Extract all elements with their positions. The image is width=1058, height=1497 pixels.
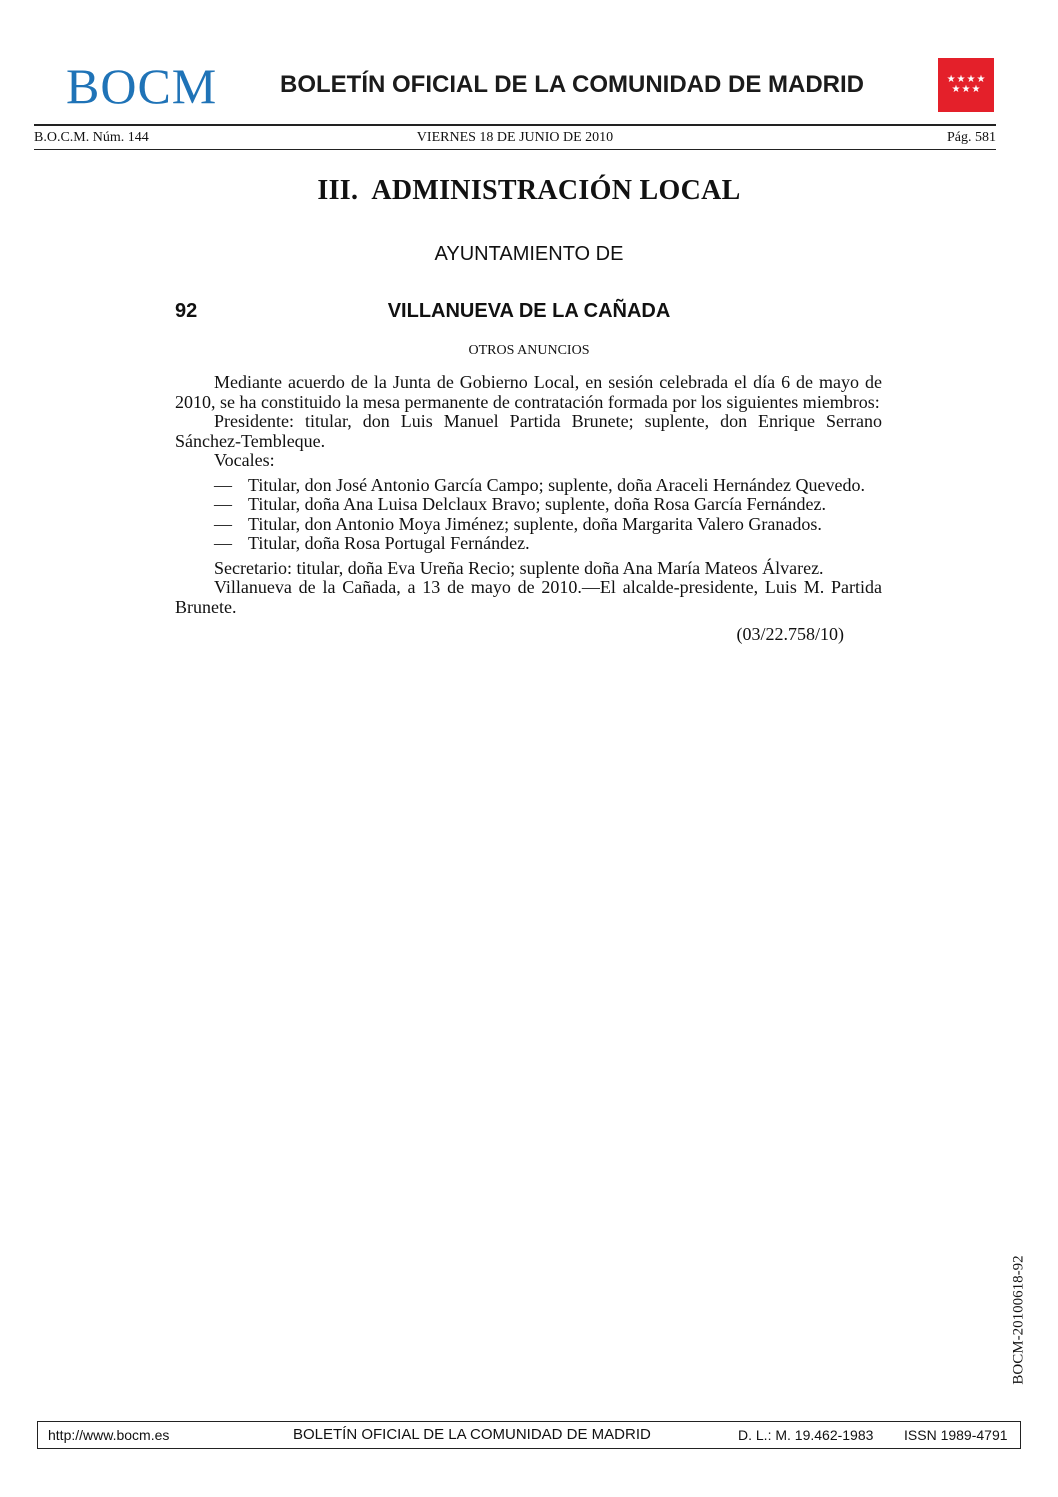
- header-rule-top: [34, 124, 996, 126]
- header-rule-bottom: [34, 149, 996, 150]
- star-icon: ★: [976, 74, 986, 85]
- reference-code: (03/22.758/10): [736, 624, 844, 644]
- star-icon: ★: [951, 84, 961, 95]
- announcement-category: OTROS ANUNCIOS: [468, 343, 590, 358]
- page-number: Pág. 581: [947, 130, 996, 145]
- ayuntamiento-label: AYUNTAMIENTO DE: [434, 243, 624, 265]
- footer-title: BOLETÍN OFICIAL DE LA COMUNIDAD DE MADRID: [293, 1426, 651, 1443]
- issue-date: VIERNES 18 DE JUNIO DE 2010: [416, 130, 614, 145]
- list-item: [175, 515, 882, 535]
- footer-bar: [37, 1421, 1021, 1449]
- closing-paragraph: Villanueva de la Cañada, a 13 de mayo de 2010.—El alcalde-presidente, Luis M. Partida Brunete.: [175, 577, 882, 617]
- dash-bullet: —: [214, 513, 232, 534]
- footer-issn: ISSN 1989-4791: [904, 1427, 1008, 1443]
- footer-legal-deposit: D. L.: M. 19.462-1983: [738, 1427, 874, 1443]
- vocal-text: Titular, doña Rosa Portugal Fernández.: [248, 533, 530, 553]
- town-name: VILLANUEVA DE LA CAÑADA: [387, 300, 671, 322]
- bulletin-title: BOLETÍN OFICIAL DE LA COMUNIDAD DE MADRID: [280, 71, 864, 98]
- list-item: [175, 495, 882, 515]
- vocales-label: Vocales:: [214, 450, 275, 470]
- announcement-body: [175, 373, 882, 645]
- star-icon: ★: [971, 84, 981, 95]
- madrid-flag-icon: [938, 58, 994, 112]
- issue-meta-row: [34, 128, 996, 148]
- issue-number: B.O.C.M. Núm. 144: [34, 130, 149, 145]
- vocal-text: Titular, don José Antonio García Campo; suplente, doña Araceli Hernández Quevedo.: [248, 474, 865, 495]
- dash-bullet: —: [214, 533, 232, 553]
- star-row-bottom: [952, 85, 981, 95]
- announcement-number: 92: [175, 300, 198, 322]
- side-document-code: [1004, 1240, 1034, 1400]
- secretario-paragraph: Secretario: titular, doña Eva Ureña Recio; suplente doña Ana María Mateos Álvarez.: [214, 557, 824, 578]
- list-item: [175, 476, 882, 496]
- star-icon: ★: [961, 84, 971, 95]
- dash-bullet: —: [214, 474, 232, 495]
- intro-paragraph: Mediante acuerdo de la Junta de Gobierno Local, en sesión celebrada el día 6 de mayo de 2010, se ha constituido la mesa permanente de contratación formada por los siguientes miembros:: [175, 372, 882, 412]
- vocal-text: Titular, don Antonio Moya Jiménez; suplente, doña Margarita Valero Granados.: [248, 513, 822, 534]
- star-icon: ★: [966, 74, 976, 85]
- vocal-text: Titular, doña Ana Luisa Delclaux Bravo; suplente, doña Rosa García Fernández.: [248, 494, 826, 514]
- bocm-logo: BOCM: [66, 58, 218, 114]
- dash-bullet: —: [214, 494, 232, 514]
- section-title: III. ADMINISTRACIÓN LOCAL: [317, 175, 741, 206]
- list-item: [175, 534, 882, 554]
- side-code-text: BOCM-20100618-92: [1011, 1255, 1028, 1385]
- footer-url-link[interactable]: http://www.bocm.es: [48, 1427, 170, 1443]
- star-icon: ★: [956, 74, 966, 85]
- vocales-list: [175, 476, 882, 554]
- presidente-paragraph: Presidente: titular, don Luis Manuel Partida Brunete; suplente, don Enrique Serrano Sánchez-Tembleque.: [175, 411, 882, 451]
- star-icon: ★: [946, 74, 956, 85]
